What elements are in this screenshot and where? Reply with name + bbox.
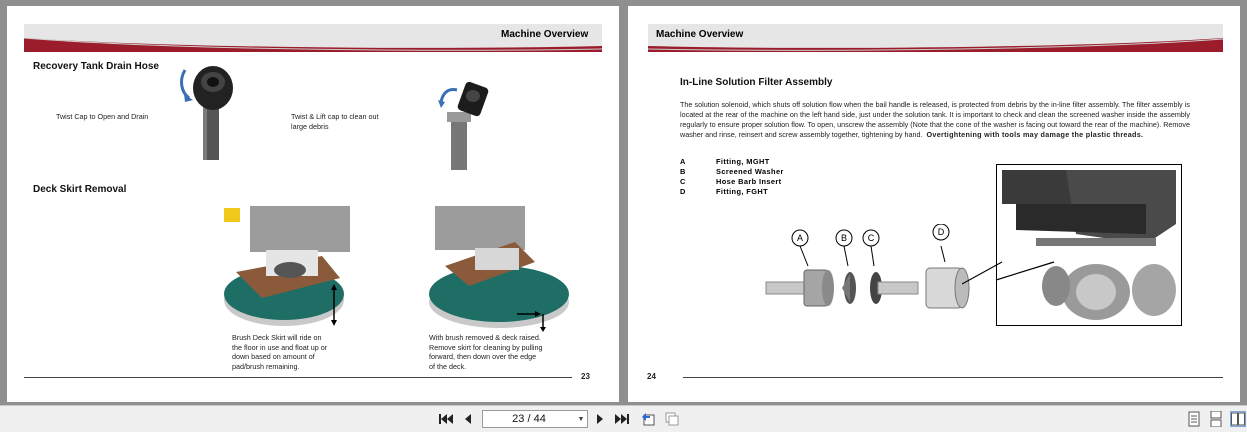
- legend-item: C Hose Barb Insert: [680, 177, 782, 186]
- footer-rule: [24, 377, 572, 378]
- next-page-icon: [595, 413, 605, 425]
- forward-view-icon: [664, 411, 680, 427]
- viewer-toolbar: [0, 405, 1247, 432]
- drain-cap-lift-image: [435, 74, 507, 174]
- deck-caption-1: Brush Deck Skirt will ride on the floor in use and float up or down based on amount of pad/brush remaining.: [232, 333, 328, 371]
- header-swoosh: [24, 38, 602, 52]
- drain-cap-twist-image: [177, 58, 239, 162]
- callout-b: B: [840, 233, 848, 243]
- deck-skirt-image-1: [222, 206, 372, 332]
- page-number-value: 23 / 44: [512, 413, 546, 425]
- footer-rule: [683, 377, 1223, 378]
- header-swoosh: [648, 38, 1223, 52]
- filter-body-text: The solution solenoid, which shuts off solution flow when the bail handle is released, is protected from debris by the in-line filter assembly. The filter assembly is located at the rear of the machine on the left hand side, just under the solution tank. It is important to check and clean the screened washer inside the assembly regularly to ensure proper solution flow. To open, unscrew the assembly (Note that the cone of the washer is facing out toward the rear of the machine). Remove washer and rinse, reinsert and screw assembly together, tightening by hand. Overtightening with tools may damage the plastic threads.: [680, 100, 1190, 139]
- back-view-icon: [640, 411, 656, 427]
- drain-section-title: Recovery Tank Drain Hose: [33, 61, 159, 72]
- prev-page-icon: [463, 413, 473, 425]
- page-number: 23: [581, 372, 590, 381]
- single-page-view-button[interactable]: [1186, 411, 1202, 427]
- continuous-view-button[interactable]: [1208, 411, 1224, 427]
- drain-caption-2: Twist & Lift cap to clean out large debris: [291, 112, 379, 131]
- two-page-view-button[interactable]: [1230, 411, 1246, 427]
- go-back-button[interactable]: [640, 411, 656, 427]
- callout-a: A: [796, 233, 804, 243]
- single-page-icon: [1188, 411, 1200, 427]
- filter-section-title: In-Line Solution Filter Assembly: [680, 77, 833, 88]
- two-page-icon: [1231, 412, 1245, 426]
- deck-section-title: Deck Skirt Removal: [33, 184, 127, 195]
- legend-item: B Screened Washer: [680, 167, 784, 176]
- prev-page-button[interactable]: [460, 411, 476, 427]
- filter-assembly-diagram: [764, 224, 974, 314]
- callout-c: C: [867, 233, 875, 243]
- leader-line: [962, 256, 1002, 286]
- filter-location-photo: [996, 164, 1182, 326]
- page-header-title: Machine Overview: [656, 29, 744, 40]
- page-number: 24: [647, 372, 656, 381]
- page-header-title: Machine Overview: [501, 29, 589, 40]
- drain-caption-1: Twist Cap to Open and Drain: [56, 112, 149, 121]
- chevron-down-icon[interactable]: ▼: [577, 415, 585, 423]
- last-page-button[interactable]: [614, 411, 630, 427]
- legend-item: D Fitting, FGHT: [680, 187, 768, 196]
- legend-item: A Fitting, MGHT: [680, 157, 770, 166]
- warning-text: Overtightening with tools may damage the plastic threads.: [926, 130, 1144, 139]
- continuous-page-icon: [1210, 411, 1222, 427]
- last-page-icon: [615, 413, 629, 425]
- parts-legend: [680, 157, 784, 197]
- deck-skirt-image-2: [425, 206, 575, 332]
- left-page: [7, 6, 619, 402]
- right-page: [628, 6, 1240, 402]
- page-number-select[interactable]: [482, 410, 588, 428]
- next-page-button[interactable]: [592, 411, 608, 427]
- first-page-button[interactable]: [438, 411, 454, 427]
- callout-d: D: [937, 227, 945, 237]
- first-page-icon: [439, 413, 453, 425]
- go-forward-button[interactable]: [664, 411, 680, 427]
- deck-caption-2: With brush removed & deck raised. Remove skirt for cleaning by pulling forward, then down over the edge of the deck.: [429, 333, 543, 371]
